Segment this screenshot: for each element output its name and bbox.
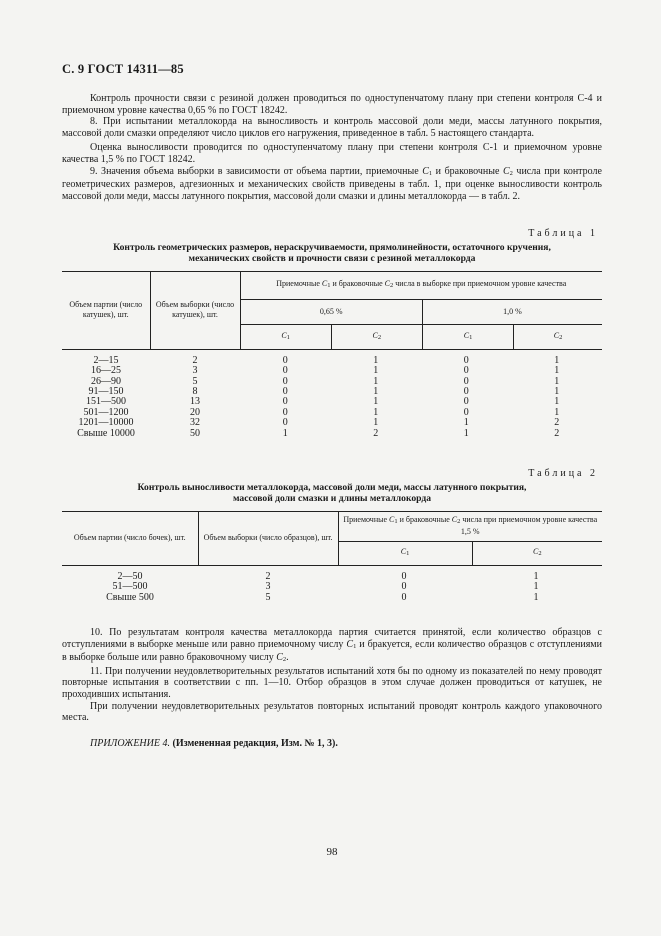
table-cell: Свыше 10000 — [77, 427, 135, 439]
table-cell: 1 — [533, 581, 539, 593]
table-cell: 1201—10000 — [78, 417, 134, 429]
table-cell: 1 — [554, 375, 560, 387]
table1-row — [62, 418, 602, 428]
table-cell: 50 — [190, 427, 200, 439]
table-cell: 13 — [190, 396, 200, 408]
table-cell: 0 — [282, 406, 288, 418]
table-cell: 1 — [282, 427, 288, 439]
table-cell: 26—90 — [91, 375, 121, 387]
table1-body — [62, 356, 602, 439]
paragraph-8: 8. При испытании металлокорда на выносливость и контроль массовой доли меди, массы латунного покрытия, массовой доли смазки определяют число циклов его нагружения, приведенное в табл. 5 настоящего стандарта. — [62, 116, 602, 139]
table-cell: 1 — [463, 417, 469, 429]
table-cell: 0 — [401, 591, 407, 603]
table1-row — [62, 429, 602, 439]
table-cell: 1 — [463, 427, 469, 439]
table1-col-lot-size: Объем партии (число катушек), шт. — [62, 271, 150, 349]
table1-block — [62, 228, 602, 439]
table-cell: 0 — [282, 386, 288, 398]
table1-c2-a: C2 — [331, 324, 422, 349]
table-cell: Свыше 500 — [106, 591, 154, 603]
table1-header — [62, 271, 602, 350]
table-cell: 2—15 — [93, 354, 119, 366]
table1-row — [62, 397, 602, 407]
table2-c2: C2 — [472, 541, 602, 565]
table-cell: 1 — [554, 396, 560, 408]
table2-col-sample-size: Объем выборки (число образцов), шт. — [198, 511, 338, 565]
table-cell: 16—25 — [91, 365, 121, 377]
table-cell: 1 — [554, 386, 560, 398]
table-cell: 32 — [190, 417, 200, 429]
table1-c1-b: C1 — [422, 324, 513, 349]
table-cell: 501—1200 — [83, 406, 129, 418]
table1-row — [62, 377, 602, 387]
paragraph-control-rubber: Контроль прочности связи с резиной должен проводиться по одноступенчатому плану при степени контроля С-4 и приемочном уровне качества 0,65 % по ГОСТ 18242. — [62, 93, 602, 116]
table-cell: 3 — [265, 581, 271, 593]
table1-row — [62, 408, 602, 418]
table1-quality-10: 1,0 % — [422, 299, 602, 324]
table-cell: 1 — [373, 375, 379, 387]
table-cell: 0 — [463, 386, 469, 398]
table-cell: 151—500 — [86, 396, 126, 408]
table1-col-acceptance: Приемочные C1 и браковочные C2 числа в выборке при приемочном уровне качества — [240, 271, 602, 299]
table2-label: Таблица 2 — [528, 468, 598, 479]
table-cell: 1 — [373, 365, 379, 377]
table-cell: 0 — [463, 375, 469, 387]
table-cell: 5 — [265, 591, 271, 603]
paragraph-12: При получении неудовлетворительных результатов повторных испытаний проводят контроль каждого упаковочного места. — [62, 700, 602, 724]
table-cell: 0 — [282, 417, 288, 429]
table1-row — [62, 366, 602, 376]
page-number: 98 — [326, 846, 338, 858]
table2-block — [62, 468, 602, 603]
table2-body — [62, 572, 602, 603]
footnote-appendix: ПРИЛОЖЕНИЕ 4. (Измененная редакция, Изм. № 1, 3). — [90, 737, 338, 749]
table-cell: 0 — [401, 570, 407, 582]
table-cell: 1 — [554, 406, 560, 418]
table2-row — [62, 593, 602, 603]
text-block-bottom — [62, 627, 602, 749]
table-cell: 0 — [463, 354, 469, 366]
table1-label: Таблица 1 — [528, 228, 598, 239]
table1-col-sample-size: Объем выборки (число катушек), шт. — [150, 271, 240, 349]
table-cell: 91—150 — [88, 386, 124, 398]
table-cell: 3 — [192, 365, 198, 377]
table-cell: 0 — [463, 406, 469, 418]
table-cell: 1 — [373, 386, 379, 398]
table2-header — [62, 511, 602, 566]
table2-title: Контроль выносливости металлокорда, массовой доли меди, массы латунного покрытия, массовой доли смазки и длины металлокорда — [137, 482, 527, 505]
table2-c1: C1 — [338, 541, 472, 565]
table1-quality-065: 0,65 % — [240, 299, 422, 324]
table2-col-lot-size: Объем партии (число бочек), шт. — [62, 511, 198, 565]
table1-c2-b: C2 — [514, 324, 602, 349]
table-cell: 1 — [373, 396, 379, 408]
table-cell: 20 — [190, 406, 200, 418]
table-cell: 5 — [192, 375, 198, 387]
table1-row — [62, 387, 602, 397]
table-cell: 1 — [373, 354, 379, 366]
table-cell: 0 — [282, 396, 288, 408]
paragraph-11: 11. При получении неудовлетворительных результатов испытаний хотя бы по одному из показателей по нему проводят повторные испытания в соответствии с пп. 1—10. Отбор образцов в этом случае должен проводиться от катушек, не проходивших испытания. — [62, 665, 602, 700]
table-cell: 2—50 — [117, 570, 143, 582]
paragraph-9: 9. Значения объема выборки в зависимости от объема партии, приемочные C1 и браковочные C2 числа при контроле геометрических размеров, адгезионных и механических свойств приведены в табл. 1, при оценке выносливости контроль массовой доли меди, массы латунного покрытия, массовой доли смазки и длины металлокорда — в табл. 2. — [62, 165, 602, 202]
text-block-top — [62, 93, 602, 202]
table1-c1-a: C1 — [240, 324, 331, 349]
table-cell: 0 — [463, 365, 469, 377]
table1-title: Контроль геометрических размеров, нераскручиваемости, прямолинейности, остаточного кручения, механических свойств и прочности связи с резиной металлокорда — [113, 242, 551, 265]
table-cell: 2 — [554, 427, 560, 439]
paragraph-endurance: Оценка выносливости проводится по одноступенчатому плану при степени контроля С-1 и приемочном уровне качества 1,5 % по ГОСТ 18242. — [62, 142, 602, 165]
table-cell: 0 — [401, 581, 407, 593]
table-cell: 1 — [554, 354, 560, 366]
table1-row — [62, 356, 602, 366]
table-cell: 51—500 — [112, 581, 148, 593]
table-cell: 2 — [265, 570, 271, 582]
table-cell: 1 — [533, 591, 539, 603]
table-cell: 0 — [282, 375, 288, 387]
table-cell: 8 — [192, 386, 198, 398]
table-cell: 2 — [554, 417, 560, 429]
table-cell: 0 — [282, 354, 288, 366]
table-cell: 0 — [282, 365, 288, 377]
table-cell: 1 — [373, 417, 379, 429]
table-cell: 1 — [554, 365, 560, 377]
page-header: С. 9 ГОСТ 14311—85 — [62, 62, 184, 76]
table-cell: 1 — [373, 406, 379, 418]
table2-col-acceptance: Приемочные C1 и браковочные C2 числа при приемочном уровне качества 1,5 % — [338, 511, 602, 541]
table-cell: 2 — [373, 427, 379, 439]
table-cell: 2 — [192, 354, 198, 366]
table-cell: 0 — [463, 396, 469, 408]
paragraph-10: 10. По результатам контроля качества металлокорда партия считается принятой, если количество образцов с отступлениями в выборке меньше или равно приемочному числу C1 и бракуется, если количество образцов с отступлениями в выборке больше или равно браковочному числу C2. — [62, 627, 602, 664]
table-cell: 1 — [533, 570, 539, 582]
